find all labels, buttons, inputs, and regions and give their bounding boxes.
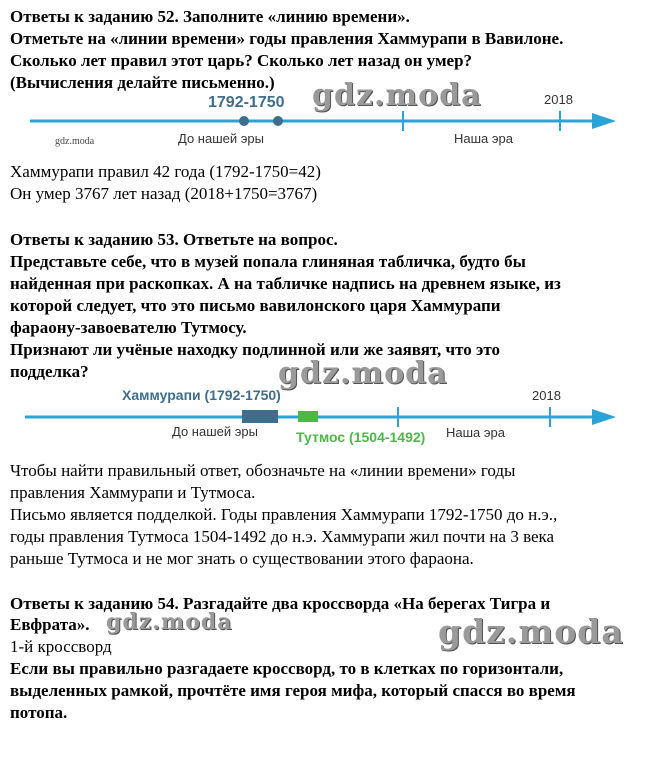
timeline-52-range-label: 1792-1750 <box>208 94 285 111</box>
timeline-53-tuthmosis-label: Тутмос (1504-1492) <box>296 429 426 445</box>
timeline-52-small-watermark: gdz.moda <box>55 136 95 147</box>
timeline-53-arrow <box>592 409 616 425</box>
task53-heading: Ответы к заданию 53. Ответьте на вопрос. <box>10 230 338 249</box>
timeline-52-year-label: 2018 <box>544 92 573 107</box>
task53-text-4: фараону-завоевателю Тутмосу. <box>10 318 247 337</box>
timeline-53-hammurabi-bar <box>242 410 278 423</box>
task53-answer-5: раньше Тутмоса и не мог знать о существовании этого фараона. <box>10 549 474 568</box>
task54-text-3: потопа. <box>10 703 68 722</box>
timeline-53-ad-label: Наша эра <box>446 425 505 440</box>
task53-answer-4: годы правления Тутмоса 1504-1492 до н.э. Хаммурапи жил почти на 3 века <box>10 527 555 546</box>
task53-answer-3: Письмо является подделкой. Годы правления Хаммурапи 1792-1750 до н.э., <box>10 505 558 524</box>
timeline-52-ad-label: Наша эра <box>454 131 513 146</box>
timeline-53-bc-label: До нашей эры <box>172 424 258 439</box>
timeline-52-bc-label: До нашей эры <box>178 131 264 146</box>
task53-text-1: Представьте себе, что в музей попала глиняная табличка, будто бы <box>10 252 526 271</box>
task52-question-3: (Вычисления делайте письменно.) <box>10 73 275 92</box>
watermark-2: gdz.moda <box>278 356 448 391</box>
timeline-53-year-label: 2018 <box>532 388 561 403</box>
timeline-52-point-1792 <box>239 116 249 126</box>
task53-text-6: подделка? <box>10 362 89 381</box>
timeline-52-arrow <box>592 113 616 129</box>
timeline-53-hammurabi-label: Хаммурапи (1792-1750) <box>122 387 281 403</box>
watermark-4: gdz.moda <box>438 612 624 651</box>
watermark-1: gdz.moda <box>312 78 482 113</box>
task52-answer-2: Он умер 3767 лет назад (2018+1750=3767) <box>10 184 318 203</box>
task54-text-2: выделенных рамкой, прочтёте имя героя мифа, который спасся во время <box>10 681 576 700</box>
timeline-53-tuthmosis-bar <box>298 411 318 422</box>
task53-answer-1: Чтобы найти правильный ответ, обозначьте на «линии времени» годы <box>10 461 516 480</box>
task53-answer-2: правления Хаммурапи и Тутмоса. <box>10 483 256 502</box>
task53-text-3: которой следует, что это письмо вавилонского царя Хаммурапи <box>10 296 501 315</box>
task52-question-1: Отметьте на «линии времени» годы правления Хаммурапи в Вавилоне. <box>10 29 564 48</box>
task52-answer-1: Хаммурапи правил 42 года (1792-1750=42) <box>10 162 321 181</box>
task54-heading: Ответы к заданию 54. Разгадайте два кроссворда «На берегах Тигра и <box>10 594 551 613</box>
task53-text-2: найденная при раскопках. А на табличке надпись на древнем языке, из <box>10 274 561 293</box>
watermark-3: gdz.moda <box>106 609 233 635</box>
task54-subtitle: 1-й кроссворд <box>10 637 112 656</box>
task52-question-2: Сколько лет правил этот царь? Сколько лет назад он умер? <box>10 51 473 70</box>
task54-text-1: Если вы правильно разгадаете кроссворд, то в клетках по горизонтали, <box>10 659 564 678</box>
task52-heading: Ответы к заданию 52. Заполните «линию времени». <box>10 7 410 26</box>
timeline-53 <box>0 384 660 450</box>
task54-heading-cont: Евфрата». <box>10 615 90 634</box>
task53-text-5: Признают ли учёные находку подлинной или же заявят, что это <box>10 340 500 359</box>
timeline-52-point-1750 <box>273 116 283 126</box>
